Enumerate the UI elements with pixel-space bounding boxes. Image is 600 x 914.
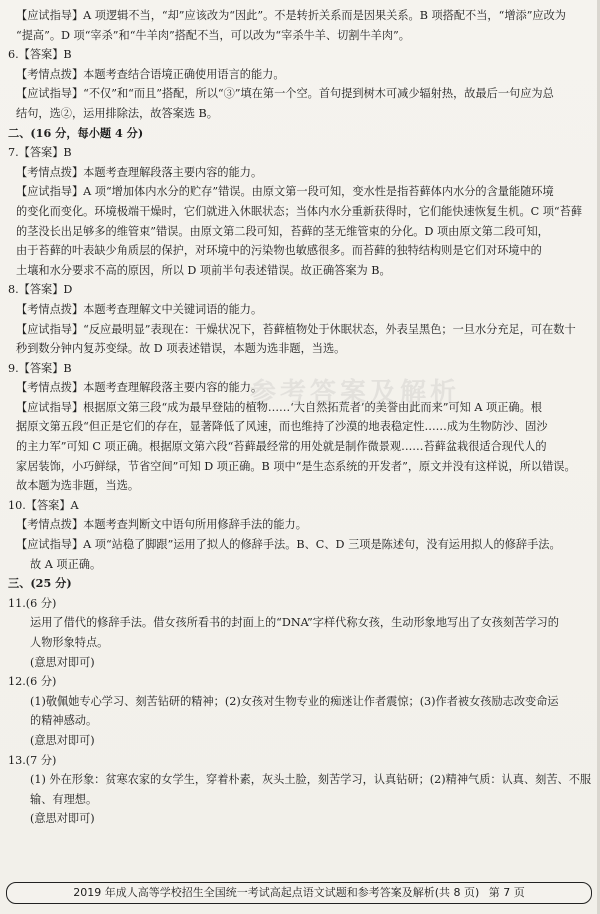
text-line: 土壤和水分要求不高的原因，所以 D 项前半句表述错误。故正确答案为 B。 [16,263,391,277]
text-line: 11.(6 分) [8,596,57,610]
text-line: 的精神感动。 [30,714,98,728]
text-line: 故 A 项正确。 [30,557,102,571]
answer-content [8,6,592,829]
text-line: 6.【答案】B [8,48,72,62]
text-line: 输、有理想。 [30,792,98,806]
text-line: 9.【答案】B [8,361,72,375]
text-line: (意思对即可) [30,655,95,669]
text-line: 据原文第五段“但正是它们的存在，显著降低了风速，而也维持了沙漠的地表稳定性……成为生物防沙、固沙 [16,420,548,434]
text-line: 的变化而变化。环境极端干燥时，它们就进入休眠状态；当体内水分重新获得时，它们能快速恢复生机。C 项“苔藓 [16,204,583,218]
text-line: 人物形象特点。 [30,636,109,649]
footer-title: 2019 年成人高等学校招生全国统一考试高起点语文试题和参考答案及解析(共 8 页) [73,886,480,899]
text-line: 故本题为选非题，当选。 [16,479,140,493]
text-line: 7.【答案】B [8,146,72,160]
text-line: 【应试指导】A 项“增加体内水分的贮存”错误。由原文第一段可知，变水性是指苔藓体内水分的含量能随环境 [16,185,554,199]
page-footer [6,882,592,904]
text-line: 运用了借代的修辞手法。借女孩所看书的封面上的“DNA”字样代称女孩，生动形象地写出了女孩刻苦学习的 [30,616,559,630]
watermark: 参考答案及解析 [250,378,461,408]
section-heading: 二、(16 分，每小题 4 分) [8,125,144,140]
text-line: 【考情点拨】本题考查理解段落主要内容的能力。 [16,165,263,179]
text-line: 【考情点拨】本题考查结合语境正确使用语言的能力。 [16,67,285,81]
text-line: 【应试指导】A 项“站稳了脚跟”运用了拟人的修辞手法。B、C、D 三项是陈述句，没有运用拟人的修辞手法。 [16,538,561,552]
text-line: (意思对即可) [30,733,95,747]
text-line: 【考情点拨】本题考查理解段落主要内容的能力。 [16,381,263,395]
text-line: 秒到数分钟内复苏变绿。故 D 项表述错误，本题为选非题，当选。 [16,342,346,356]
page-number: 第 7 页 [488,886,525,899]
text-line: 的茎没长出足够多的维管束”错误。由原文第二段可知，苔藓的茎无维管束的分化。D 项由原文第二段可知， [16,224,549,238]
text-line: 【应试指导】根据原文第三段“成为最早登陆的植物……‘大自然拓荒者’的美誉由此而来”可知 A 项正确。根 [16,400,542,414]
text-line: 【考情点拨】本题考查判断文中语句所用修辞手法的能力。 [16,518,307,532]
section-heading: 三、(25 分) [8,576,72,591]
text-line: (意思对即可) [30,812,95,826]
text-line: 家居装饰，小巧鲜绿，节省空间”可知 D 项正确。B 项中“是生态系统的开发者”，原文并没有这样说，所以错误。 [16,459,576,473]
text-line: 【应试指导】“反应最明显”表现在：干燥状况下，苔藓植物处于休眠状态，外表呈黑色；一旦水分充足，可在数十 [16,322,576,336]
text-line: 【应试指导】“不仅”和“而且”搭配，所以“③”填在第一个空。首句提到树木可减少辐射热，故最后一句应为总 [16,87,554,101]
text-line: 13.(7 分) [8,753,57,767]
text-line: 【考情点拨】本题考查理解文中关键词语的能力。 [16,302,263,316]
text-line: 8.【答案】D [8,283,73,297]
text-line: 12.(6 分) [8,675,57,689]
text-line: 【应试指导】A 项逻辑不当，“却”应该改为“因此”。不是转折关系而是因果关系。B 项搭配不当，“增添”应改为 [16,9,566,22]
text-line: (1) 外在形象：贫寒农家的女学生，穿着朴素，灰头土脸，刻苦学习，认真钻研；(2)精神气质：认真、刻苦、不服 [30,773,592,787]
text-line: 10.【答案】A [8,498,79,512]
text-line: (1)敬佩她专心学习、刻苦钻研的精神；(2)女孩对生物专业的痴迷让作者震惊；(3)作者被女孩励志改变命运 [30,694,559,708]
text-line: “提高”。D 项“宰杀”和“牛羊肉”搭配不当，可以改为“宰杀牛羊、切割牛羊肉”。 [16,28,410,42]
text-line: 的主力军”可知 C 项正确。根据原文第六段“苔藓最经常的用处就是制作微景观……苔藓盆栽很适合现代人的 [16,440,547,454]
text-line: 由于苔藓的叶表缺少角质层的保护，对环境中的污染物也敏感很多。而苔藓的独特结构则是它们对环境中的 [16,244,542,258]
text-line: 结句，选②，运用排除法，故答案选 B。 [16,106,218,120]
